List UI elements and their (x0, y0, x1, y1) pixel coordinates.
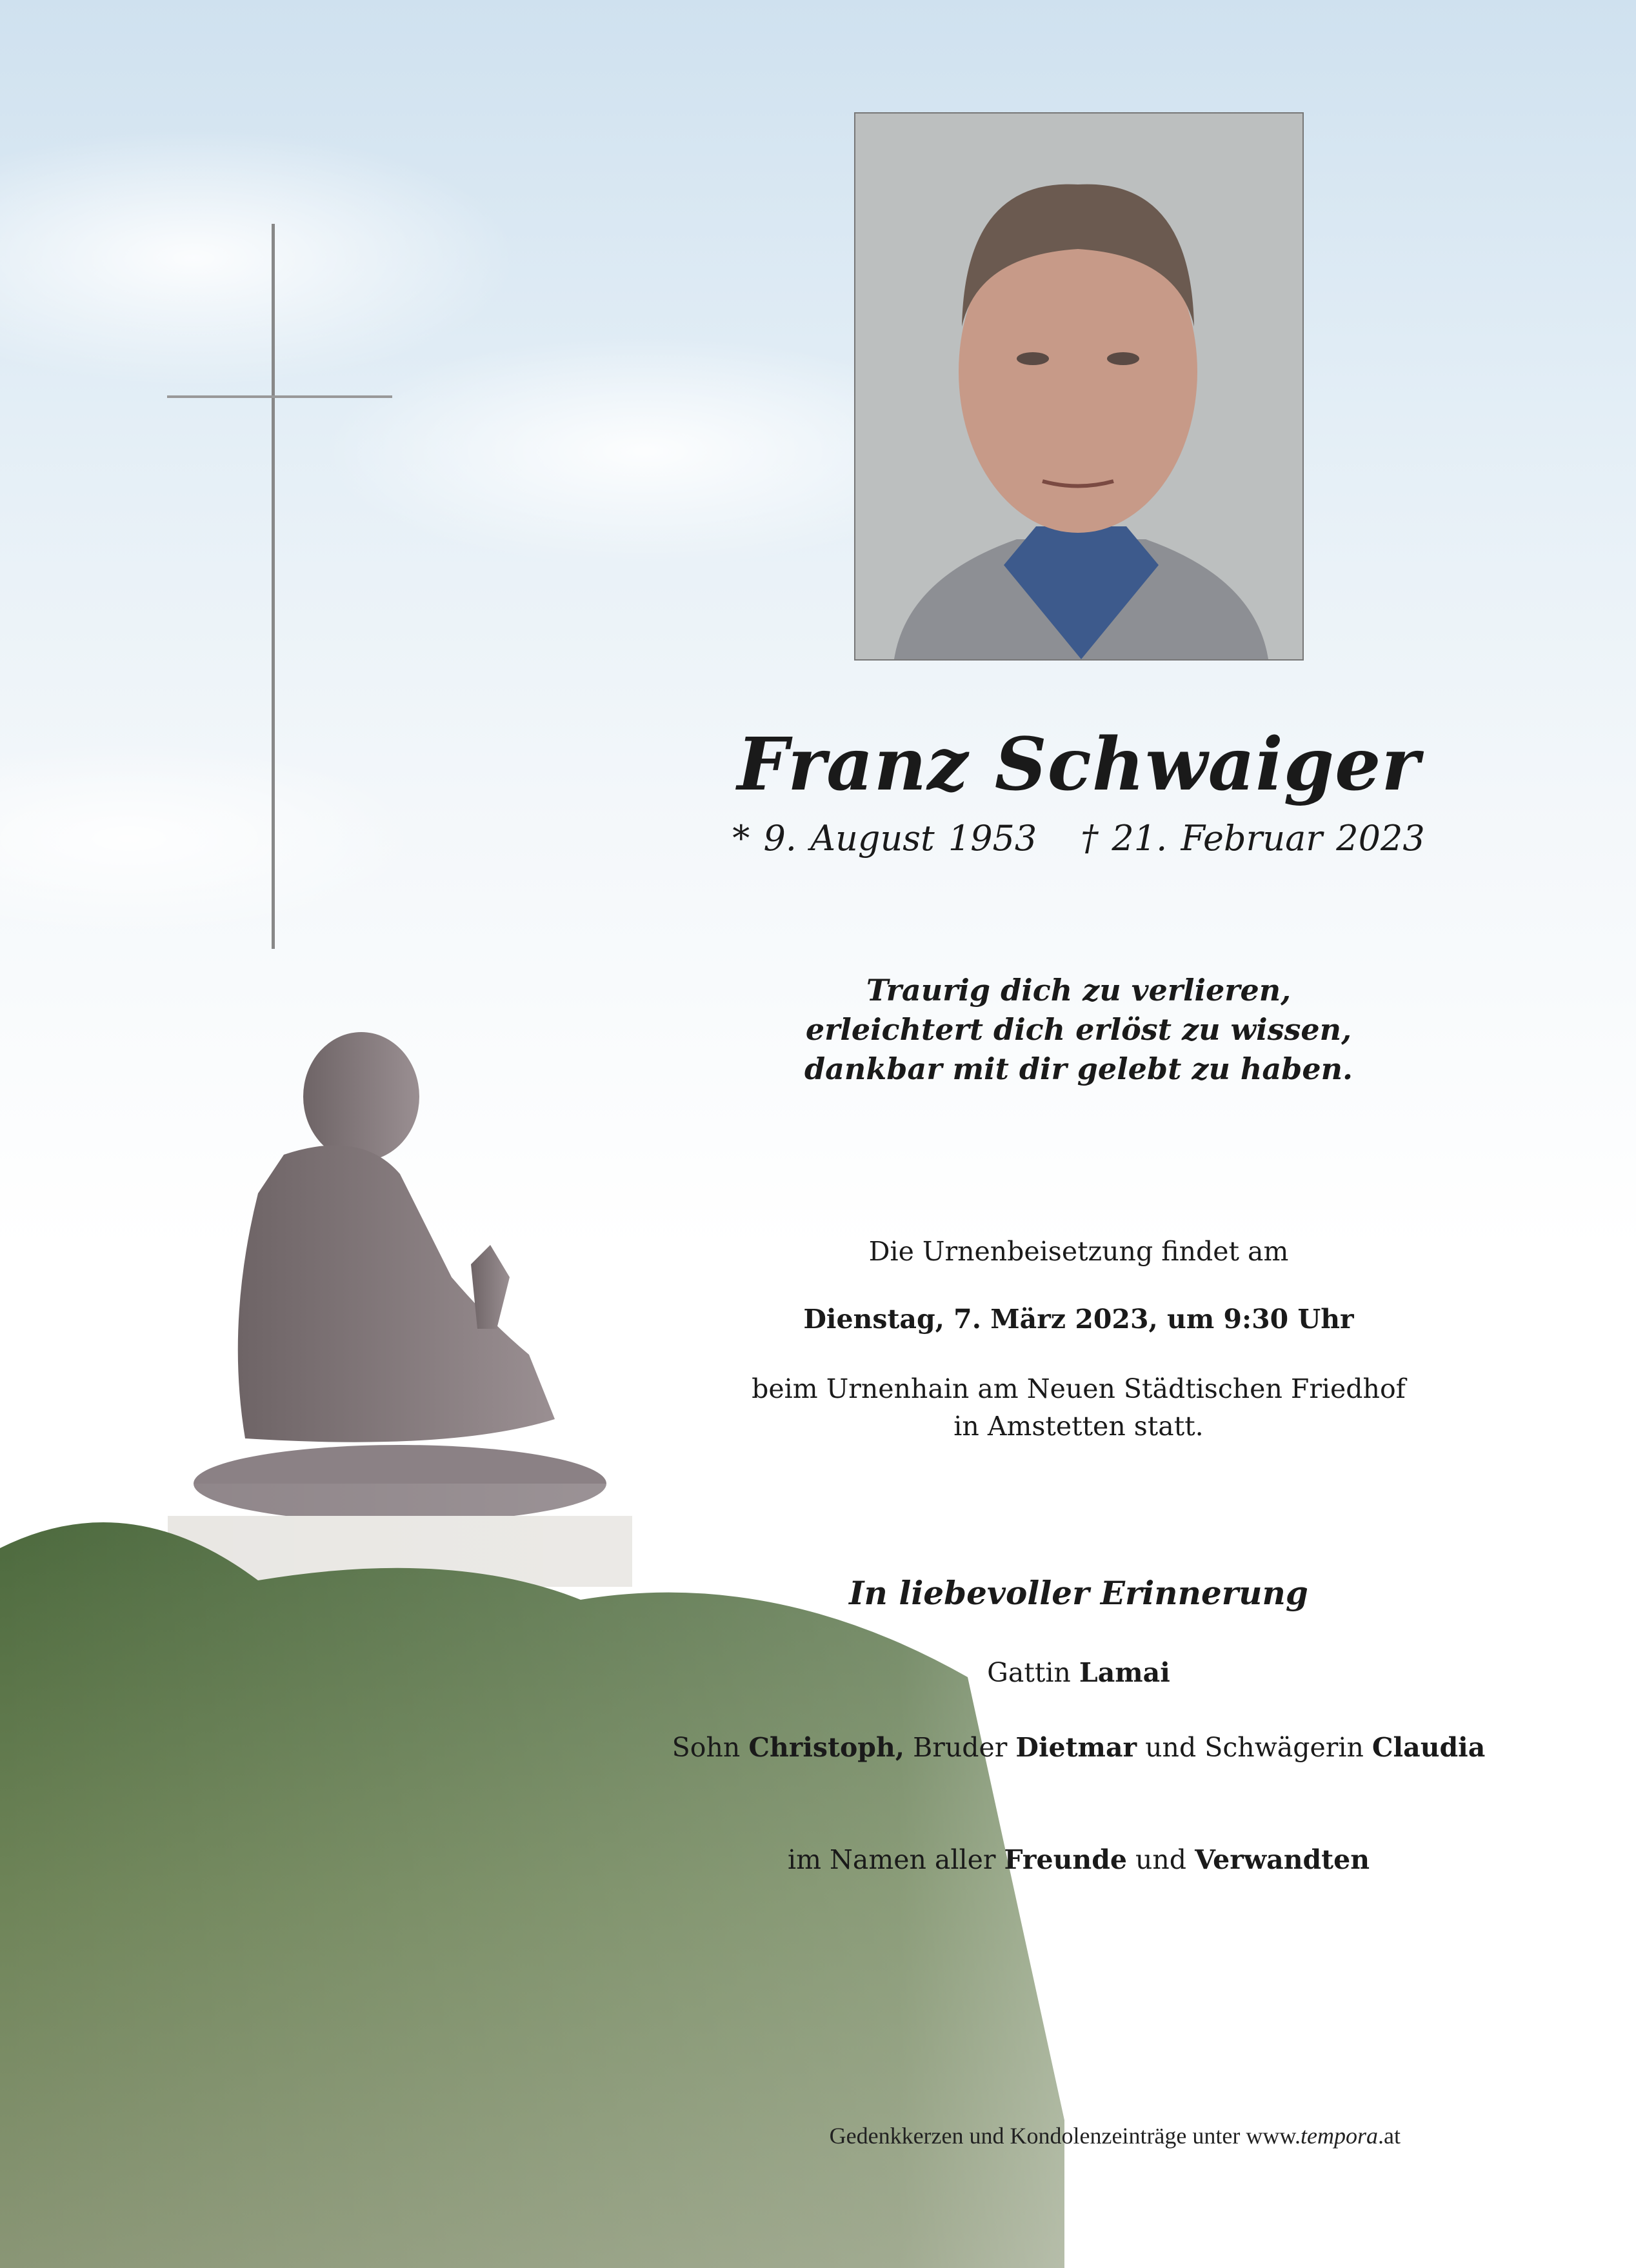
verse-line: Traurig dich zu verlieren, (866, 973, 1292, 1008)
footer-note (830, 2122, 1401, 2149)
mourner-wife (645, 1654, 1512, 1691)
label: Sohn (672, 1732, 741, 1763)
verse-line: erleichtert dich erlöst zu wissen, (805, 1012, 1352, 1047)
son-name: Christoph, (748, 1732, 905, 1763)
mourners-heading: In liebevoller Erinnerung (849, 1574, 1308, 1612)
footer-tld: .at (1378, 2123, 1401, 2149)
footer-brand-link[interactable]: tempora (1301, 2123, 1379, 2149)
mourner-family (645, 1729, 1512, 1766)
wife-name: Lamai (1079, 1657, 1170, 1688)
footer-text: Gedenkkerzen und Kondolenzeinträge unter www. (829, 2123, 1301, 2149)
place-line: in Amstetten statt. (953, 1411, 1204, 1442)
label: Gattin (987, 1657, 1071, 1688)
label: Bruder (913, 1732, 1008, 1763)
memorial-verse (645, 971, 1512, 1089)
brother-name: Dietmar (1015, 1732, 1137, 1763)
death-date: † 21. Februar 2023 (1081, 818, 1425, 859)
ceremony-intro: Die Urnenbeisetzung findet am (868, 1236, 1289, 1267)
verse-line: dankbar mit dir gelebt zu haben. (804, 1051, 1353, 1086)
place-line: beim Urnenhain am Neuen Städtischen Friedhof (752, 1373, 1406, 1404)
relatives: Verwandten (1195, 1844, 1370, 1875)
ceremony-datetime: Dienstag, 7. März 2023, um 9:30 Uhr (803, 1304, 1354, 1335)
life-dates (645, 818, 1512, 859)
label: im Namen aller (787, 1844, 996, 1875)
label: und Schwägerin (1145, 1732, 1364, 1763)
deceased-name: Franz Schwaiger (737, 722, 1421, 807)
buddha-statue (194, 1032, 606, 1522)
label: und (1135, 1844, 1187, 1875)
sister-in-law-name: Claudia (1372, 1732, 1486, 1763)
mourner-all (645, 1841, 1512, 1878)
birth-date: * 9. August 1953 (732, 818, 1037, 859)
friends: Freunde (1004, 1844, 1127, 1875)
ceremony-place (645, 1370, 1512, 1445)
portrait-photo (854, 112, 1304, 661)
